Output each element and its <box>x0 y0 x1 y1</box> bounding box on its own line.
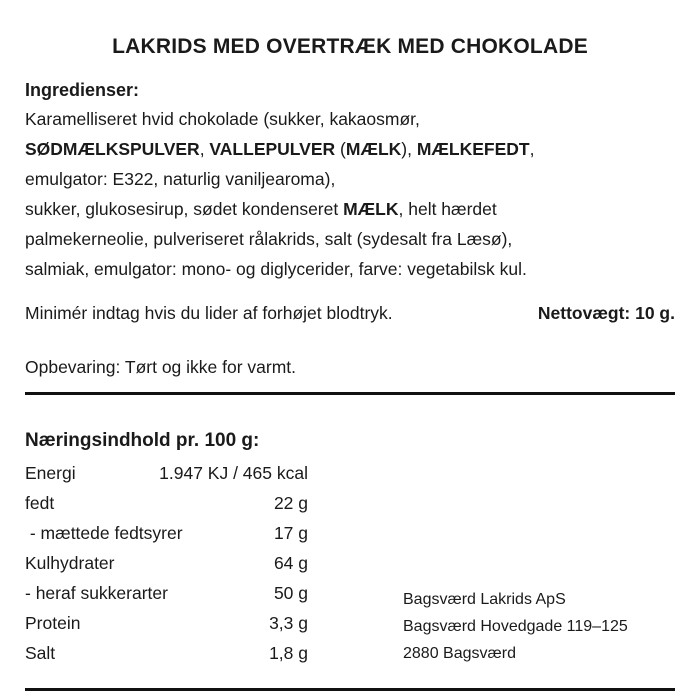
product-title: LAKRIDS MED OVERTRÆK MED CHOKOLADE <box>112 35 588 58</box>
nutrition-value: 3,3 g <box>269 613 308 633</box>
nutrition-label: Protein <box>25 613 81 633</box>
nutrition-value: 1.947 KJ / 465 kcal <box>159 463 308 483</box>
nutrition-value: 64 g <box>273 553 308 573</box>
nutrition-label: Energi <box>25 463 76 483</box>
net-weight: Nettovægt: 10 g. <box>537 303 675 323</box>
nutrition-value: 17 g <box>273 523 308 543</box>
ingredients-line: salmiak, emulgator: mono- og diglycerider, farve: vegetabilsk kul. <box>25 259 527 279</box>
health-warning: Minimér indtag hvis du lider af forhøjet blodtryk. <box>25 303 393 323</box>
ingredients-text <box>25 104 675 284</box>
storage-instructions: Opbevaring: Tørt og ikke for varmt. <box>25 357 297 377</box>
nutrition-label: - mættede fedtsyrer <box>25 523 183 543</box>
warning-row <box>25 298 675 328</box>
address-line: 2880 Bagsværd <box>403 645 516 662</box>
bottom-rule <box>25 688 675 691</box>
ingredients-line: Karamelliseret hvid chokolade (sukker, kakaosmør, <box>25 109 420 129</box>
nutrition-label: fedt <box>25 493 55 513</box>
ingredients-line: palmekerneolie, pulveriseret rålakrids, salt (sydesalt fra Læsø), <box>25 229 513 249</box>
nutrition-row <box>25 458 308 488</box>
ingredients-heading: Ingredienser: <box>25 80 140 100</box>
nutrition-row <box>25 518 308 548</box>
nutrition-value: 50 g <box>273 583 308 603</box>
section-divider <box>25 392 675 395</box>
nutrition-value: 22 g <box>273 493 308 513</box>
nutrition-heading: Næringsindhold pr. 100 g: <box>25 430 260 451</box>
nutrition-label: - heraf sukkerarter <box>25 583 168 603</box>
nutrition-row <box>25 488 308 518</box>
nutrition-value: 1,8 g <box>269 643 308 663</box>
address-line: Bagsværd Lakrids ApS <box>403 591 566 608</box>
nutrition-label: Kulhydrater <box>25 553 115 573</box>
nutrition-table <box>25 458 308 668</box>
nutrition-row <box>25 578 308 608</box>
manufacturer-address <box>403 586 628 667</box>
ingredients-section <box>25 76 675 284</box>
nutrition-row <box>25 548 308 578</box>
ingredients-line: sukker, glukosesirup, sødet kondenseret MÆLK, helt hærdet <box>25 199 497 219</box>
nutrition-row <box>25 638 308 668</box>
ingredients-line: emulgator: E322, naturlig vaniljearoma), <box>25 169 336 189</box>
ingredients-line: SØDMÆLKSPULVER, VALLEPULVER (MÆLK), MÆLKEFEDT, <box>25 139 535 159</box>
nutrition-label: Salt <box>25 643 56 663</box>
nutrition-row <box>25 608 308 638</box>
address-line: Bagsværd Hovedgade 119–125 <box>403 618 628 635</box>
